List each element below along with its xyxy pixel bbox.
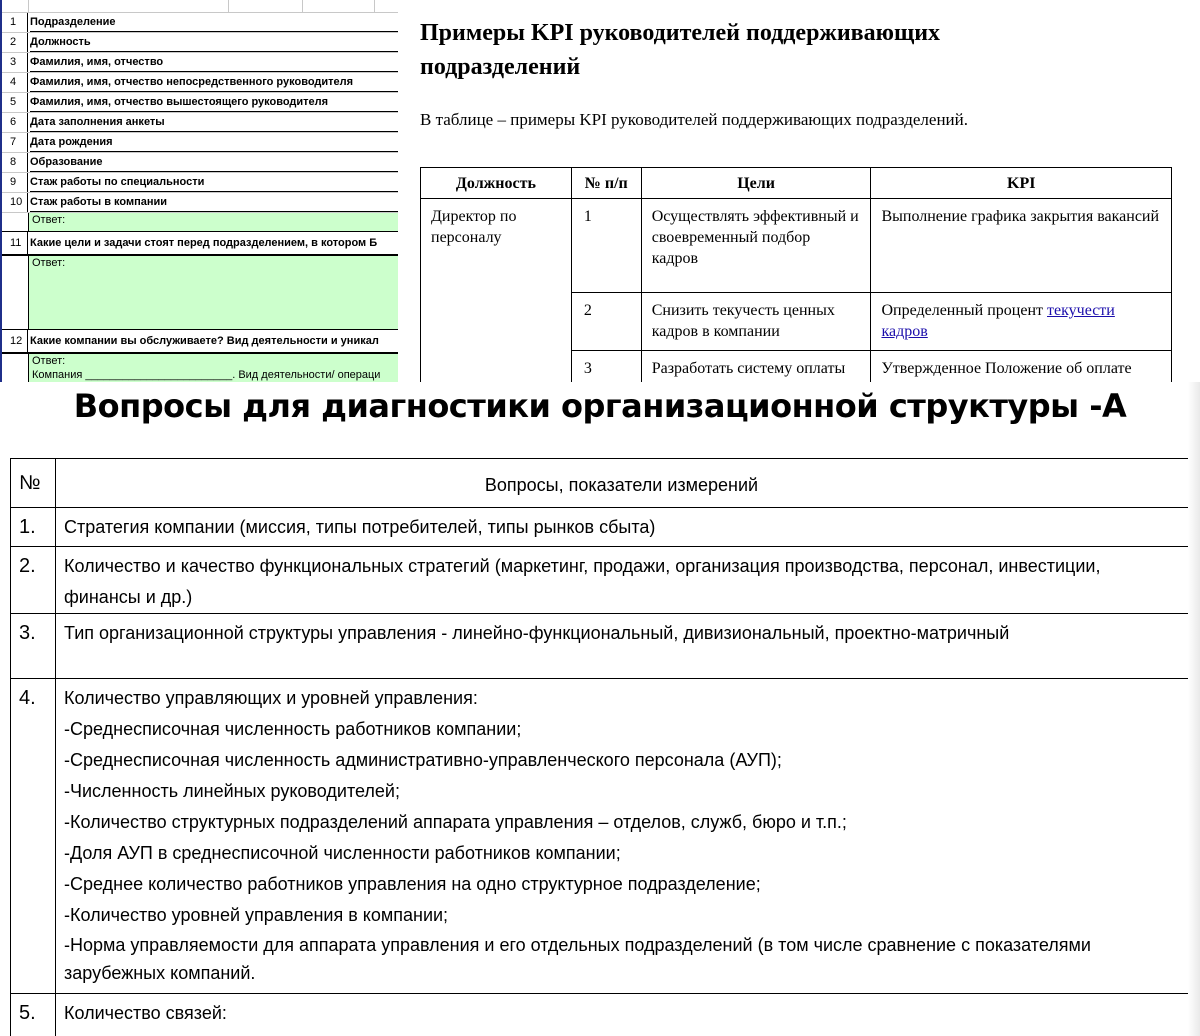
- sheet-row[interactable]: [2, 13, 400, 33]
- kpi-cell: [871, 293, 1172, 351]
- row-label: Подразделение: [30, 13, 400, 32]
- row-label: Стаж работы в компании: [30, 193, 400, 212]
- question-line: -Среднее количество работников управления на одно структурное подразделение;: [64, 874, 761, 894]
- questionnaire-sheet: [0, 0, 400, 382]
- answer-label: Ответ:: [32, 214, 66, 226]
- kpi-cell: Утвержденное Положение об оплате: [871, 351, 1172, 383]
- company-line: Компания ________________________. Вид деятельности/ операци: [32, 369, 381, 381]
- sheet-row[interactable]: [2, 173, 400, 193]
- row-number-blank: [2, 256, 29, 329]
- question-line: -Численность линейных руководителей;: [64, 781, 400, 801]
- question-num: 2.: [11, 547, 56, 614]
- header-text: Вопросы, показатели измерений: [56, 459, 1190, 508]
- row-number: 1: [2, 13, 28, 32]
- sheet-row[interactable]: [2, 73, 400, 93]
- row-label: Фамилия, имя, отчество непосредственного руководителя: [30, 73, 400, 92]
- row-label: Образование: [30, 153, 400, 172]
- row-number: 10: [2, 193, 28, 212]
- question-row: [11, 547, 1190, 614]
- question-row: [11, 994, 1190, 1036]
- article-title: Примеры KPI руководителей поддерживающих подразделений: [420, 20, 941, 80]
- kpi-article: [398, 0, 1200, 382]
- row-number: 7: [2, 133, 28, 152]
- header-num: №: [11, 459, 56, 508]
- row-number-blank: [2, 213, 29, 231]
- sheet-row[interactable]: [2, 33, 400, 53]
- kpi-text: Определенный процент: [881, 302, 1048, 319]
- question-line: -Количество уровней управления в компании;: [64, 905, 449, 925]
- row-number: 6: [2, 113, 28, 132]
- question-line: -Норма управляемости для аппарата управления и его отдельных подразделений (в том числе сравнение с показателями зарубежных компаний.: [64, 935, 1091, 983]
- answer-field[interactable]: [2, 354, 400, 382]
- row-label: Какие цели и задачи стоят перед подразделением, в котором Б: [30, 237, 378, 249]
- diagnostics-title: Вопросы для диагностики организационной структуры -А: [73, 387, 1127, 425]
- header-goals: Цели: [641, 168, 871, 199]
- kpi-header-row: [421, 168, 1172, 199]
- sheet-row[interactable]: [2, 193, 400, 213]
- row-number: 2: [571, 293, 641, 351]
- answer-field[interactable]: [2, 256, 400, 330]
- question-line: Стратегия компании (миссия, типы потребителей, типы рынков сбыта): [64, 517, 656, 537]
- row-number: 1: [571, 199, 641, 293]
- goal-cell: Разработать систему оплаты: [641, 351, 871, 383]
- row-label: Дата заполнения анкеты: [30, 113, 400, 132]
- row-label: Фамилия, имя, отчество: [30, 53, 400, 72]
- question-line: -Доля АУП в среднесписочной численности работников компании;: [64, 843, 621, 863]
- page-edge-shadow: [1188, 382, 1200, 1036]
- question-row: [11, 614, 1190, 679]
- question-line: Количество и качество функциональных стратегий (маркетинг, продажи, организация производства, персонал, инвестиции, финансы и др.): [64, 556, 1101, 607]
- row-label: Дата рождения: [30, 133, 400, 152]
- goal-cell: Осуществлять эффективный и своевременный подбор кадров: [641, 199, 871, 293]
- row-number: 11: [2, 232, 28, 254]
- sheet-row[interactable]: [2, 133, 400, 153]
- row-number: 2: [2, 33, 28, 52]
- answer-field[interactable]: [2, 213, 400, 232]
- diagnostics-panel: [0, 382, 1200, 1036]
- diagnostics-header-row: [11, 459, 1190, 508]
- question-num: 4.: [11, 679, 56, 994]
- row-number-blank: [2, 354, 29, 382]
- header-position: Должность: [421, 168, 572, 199]
- sheet-row[interactable]: [2, 330, 400, 354]
- question-text: [56, 614, 1190, 679]
- row-label: Фамилия, имя, отчество вышестоящего руководителя: [30, 93, 400, 112]
- row-number: 9: [2, 173, 28, 192]
- question-text: [56, 994, 1190, 1036]
- question-num: 3.: [11, 614, 56, 679]
- header-number: № п/п: [571, 168, 641, 199]
- row-label: Стаж работы по специальности: [30, 173, 400, 192]
- question-line: Тип организационной структуры управления - линейно-функциональный, дивизиональный, проектно-матричный: [64, 623, 1010, 643]
- row-number: 4: [2, 73, 28, 92]
- row-number: 8: [2, 153, 28, 172]
- sheet-row[interactable]: [2, 93, 400, 113]
- question-row: [11, 508, 1190, 547]
- question-text: [56, 679, 1190, 994]
- question-line: -Среднесписочная численность работников компании;: [64, 719, 522, 739]
- kpi-table: [420, 167, 1172, 382]
- row-label: Должность: [30, 33, 400, 52]
- question-line: -Среднесписочная численность административно-управленческого персонала (АУП);: [64, 750, 782, 770]
- sheet-row[interactable]: [2, 232, 400, 256]
- sheet-row[interactable]: [2, 53, 400, 73]
- answer-label: Ответ:: [32, 257, 66, 269]
- row-number: 3: [2, 53, 28, 72]
- question-line: Количество управляющих и уровней управления:: [64, 688, 478, 708]
- kpi-row: [421, 199, 1172, 293]
- question-line: Количество связей:: [64, 1003, 227, 1023]
- row-number: 3: [571, 351, 641, 383]
- header-kpi: KPI: [871, 168, 1172, 199]
- question-num: 1.: [11, 508, 56, 547]
- question-text: [56, 547, 1190, 614]
- question-text: [56, 508, 1190, 547]
- question-row: [11, 679, 1190, 994]
- article-intro: В таблице – примеры KPI руководителей поддерживающих подразделений.: [420, 110, 968, 129]
- question-line: -Количество структурных подразделений аппарата управления – отделов, служб, бюро и т.п.;: [64, 812, 847, 832]
- goal-cell: Снизить текучесть ценных кадров в компании: [641, 293, 871, 351]
- sheet-row[interactable]: [2, 113, 400, 133]
- row-number: 5: [2, 93, 28, 112]
- sheet-column-strip: [2, 0, 400, 13]
- row-label: Какие компании вы обслуживаете? Вид деятельности и уникал: [30, 335, 379, 347]
- position-cell: Директор по персоналу: [421, 199, 572, 383]
- answer-label: Ответ:: [32, 355, 66, 367]
- row-number: 12: [2, 330, 28, 352]
- diagnostics-table: [10, 458, 1190, 1036]
- turnover-link[interactable]: текучести кадров: [881, 302, 1115, 340]
- kpi-cell: Выполнение графика закрытия вакансий: [871, 199, 1172, 293]
- sheet-row[interactable]: [2, 153, 400, 173]
- question-num: 5.: [11, 994, 56, 1036]
